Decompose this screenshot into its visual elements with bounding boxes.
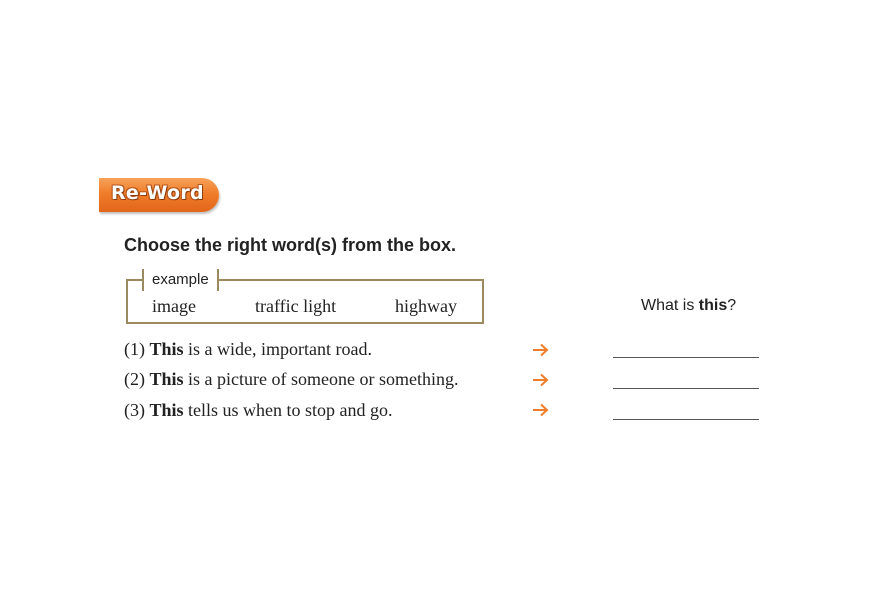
answer-column-header <box>641 297 736 315</box>
question-2 <box>124 369 458 390</box>
question-number: (2) <box>124 369 145 389</box>
question-number: (1) <box>124 339 145 359</box>
question-subject: This <box>149 339 184 359</box>
question-3 <box>124 400 393 421</box>
answer-header-emphasis: this <box>698 297 728 314</box>
question-text: is a picture of someone or something. <box>188 369 459 389</box>
right-arrow-icon <box>532 403 550 417</box>
question-1 <box>124 339 372 360</box>
answer-line-2[interactable] <box>613 388 759 389</box>
question-subject: This <box>149 400 184 420</box>
word-box-label-tab <box>142 269 219 291</box>
answer-line-1[interactable] <box>613 357 759 358</box>
word-option-highway: highway <box>395 296 457 316</box>
question-text: is a wide, important road. <box>188 339 372 359</box>
question-number: (3) <box>124 400 145 420</box>
word-box-label: example <box>152 271 209 288</box>
section-badge-label: Re-Word <box>111 182 204 204</box>
right-arrow-icon <box>532 373 550 387</box>
answer-line-3[interactable] <box>613 419 759 420</box>
word-option-traffic-light: traffic light <box>255 296 337 316</box>
answer-header-suffix: ? <box>727 297 737 314</box>
word-option-image: image <box>152 296 196 316</box>
answer-header-prefix: What is <box>641 297 699 314</box>
instruction-text: Choose the right word(s) from the box. <box>124 235 456 255</box>
right-arrow-icon <box>532 343 550 357</box>
word-box <box>126 271 484 324</box>
section-badge <box>99 178 219 212</box>
question-text: tells us when to stop and go. <box>188 400 393 420</box>
question-subject: This <box>149 369 184 389</box>
